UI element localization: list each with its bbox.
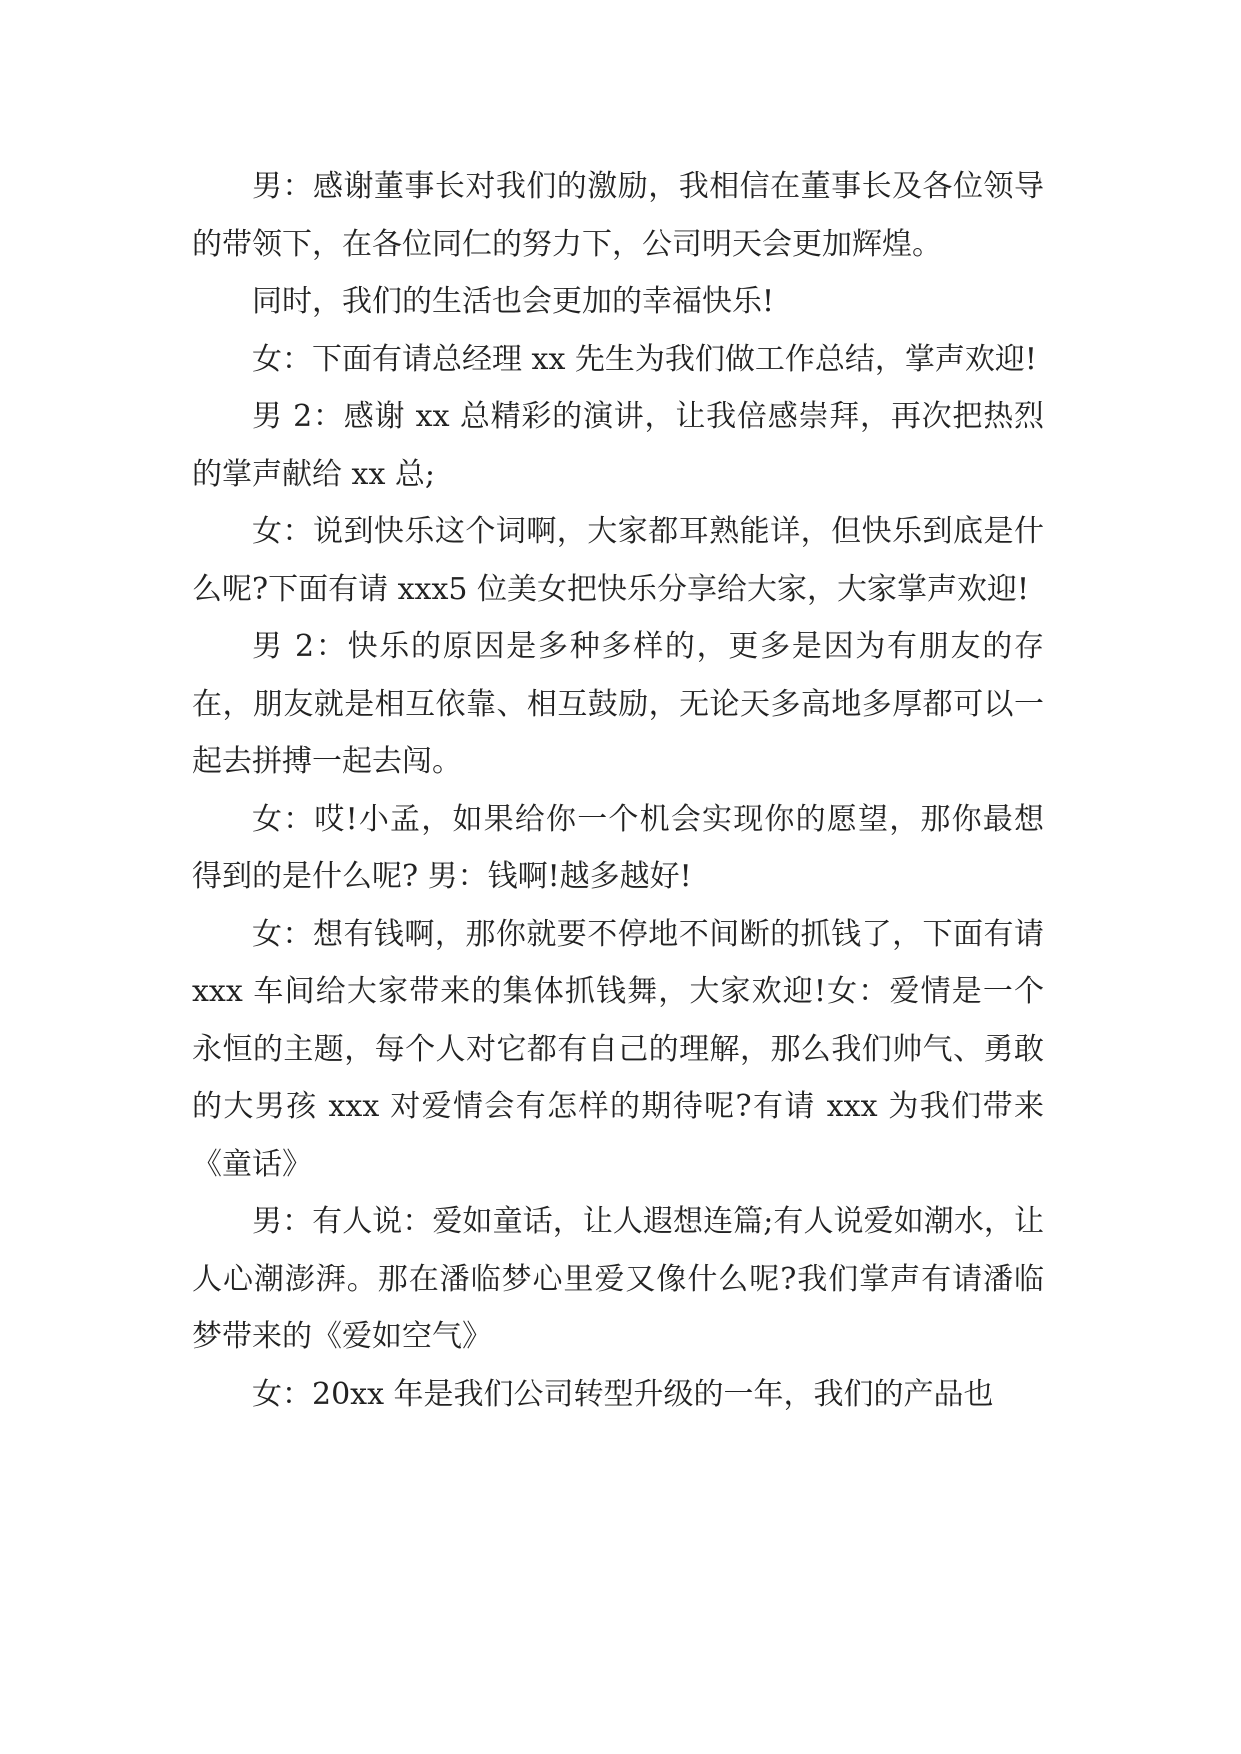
paragraph: 女：哎!小孟，如果给你一个机会实现你的愿望，那你最想得到的是什么呢? 男：钱啊!越多越好! xyxy=(192,801,1044,894)
paragraph: 女：想有钱啊，那你就要不停地不间断的抓钱了，下面有请 xxx 车间给大家带来的集体抓钱舞，大家欢迎!女：爱情是一个永恒的主题，每个人对它都有自己的理解，那么我们帅气、勇敢的大男孩 xxx 对爱情会有怎样的期待呢?有请 xxx 为我们带来《童话》 xyxy=(192,916,1054,1182)
paragraph: 女：说到快乐这个词啊，大家都耳熟能详，但快乐到底是什么呢?下面有请 xxx5 位美女把快乐分享给大家，大家掌声欢迎! xyxy=(192,514,1044,607)
paragraph: 女：20xx 年是我们公司转型升级的一年，我们的产品也 xyxy=(252,1376,994,1412)
paragraph: 男 2：快乐的原因是多种多样的，更多是因为有朋友的存在，朋友就是相互依靠、相互鼓励，无论天多高地多厚都可以一起去拼搏一起去闯。 xyxy=(192,629,1044,779)
paragraph: 同时，我们的生活也会更加的幸福快乐! xyxy=(252,284,775,319)
paragraph: 女：下面有请总经理 xx 先生为我们做工作总结，掌声欢迎! xyxy=(252,341,1037,377)
paragraph: 男：感谢董事长对我们的激励，我相信在董事长及各位领导的带领下，在各位同仁的努力下，公司明天会更加辉煌。 xyxy=(192,169,1044,262)
paragraph: 男 2：感谢 xx 总精彩的演讲，让我倍感崇拜，再次把热烈的掌声献给 xx 总; xyxy=(192,399,1044,492)
document-body xyxy=(192,158,1054,1423)
paragraph: 男：有人说：爱如童话，让人遐想连篇;有人说爱如潮水，让人心潮澎湃。那在潘临梦心里爱又像什么呢?我们掌声有请潘临梦带来的《爱如空气》 xyxy=(192,1204,1044,1354)
